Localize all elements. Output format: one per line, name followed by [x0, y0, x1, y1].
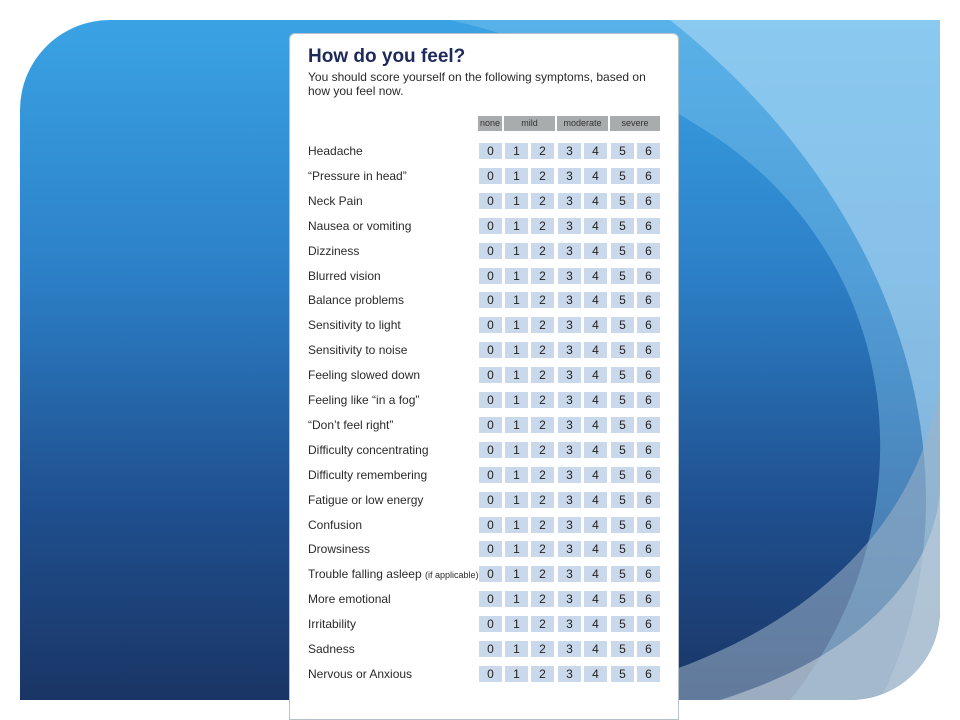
symptom-label: Blurred vision: [308, 268, 381, 283]
score-option[interactable]: 3: [558, 666, 581, 682]
score-option[interactable]: 2: [531, 417, 554, 433]
score-option[interactable]: 3: [558, 292, 581, 308]
score-option[interactable]: 0: [479, 342, 502, 358]
score-option[interactable]: 3: [558, 168, 581, 184]
score-option[interactable]: 4: [584, 666, 607, 682]
score-option[interactable]: 3: [558, 392, 581, 408]
symptom-label: “Pressure in head”: [308, 168, 407, 183]
score-option[interactable]: 3: [558, 367, 581, 383]
score-option[interactable]: 6: [637, 591, 660, 607]
score-option[interactable]: 1: [505, 342, 528, 358]
symptom-label: Difficulty remembering: [308, 467, 428, 482]
score-option[interactable]: 6: [637, 218, 660, 234]
score-option[interactable]: 3: [558, 517, 581, 533]
score-option[interactable]: 1: [505, 268, 528, 284]
scale-header-mild: mild: [504, 116, 555, 131]
score-option[interactable]: 2: [531, 342, 554, 358]
score-option[interactable]: 0: [479, 218, 502, 234]
score-option[interactable]: 2: [531, 168, 554, 184]
score-option[interactable]: 5: [611, 467, 634, 483]
symptom-label: Nausea or vomiting: [308, 218, 412, 233]
score-option[interactable]: 5: [611, 168, 634, 184]
score-option[interactable]: 0: [479, 467, 502, 483]
score-option[interactable]: 3: [558, 492, 581, 508]
score-option[interactable]: 1: [505, 243, 528, 259]
score-option[interactable]: 1: [505, 143, 528, 159]
scale-header-severe: severe: [610, 116, 660, 131]
score-option[interactable]: 0: [479, 666, 502, 682]
score-option[interactable]: 5: [611, 517, 634, 533]
score-option[interactable]: 2: [531, 467, 554, 483]
score-option[interactable]: 2: [531, 317, 554, 333]
symptom-label: Headache: [308, 144, 363, 158]
symptom-row: [290, 467, 680, 483]
score-option[interactable]: 4: [584, 292, 607, 308]
score-option[interactable]: 0: [479, 541, 502, 557]
score-option[interactable]: 5: [611, 591, 634, 607]
symptom-label: Neck Pain: [308, 193, 363, 208]
form-title: How do you feel?: [308, 46, 466, 67]
score-option[interactable]: 0: [479, 317, 502, 333]
score-option[interactable]: 5: [611, 292, 634, 308]
symptom-label: Nervous or Anxious: [308, 666, 413, 681]
score-option[interactable]: 3: [558, 193, 581, 209]
score-option[interactable]: 1: [505, 442, 528, 458]
score-option[interactable]: 4: [584, 243, 607, 259]
symptom-row: [290, 243, 680, 259]
symptom-row: [290, 417, 680, 433]
score-option[interactable]: 1: [505, 666, 528, 682]
score-option[interactable]: 6: [637, 367, 660, 383]
score-option[interactable]: 6: [637, 566, 660, 582]
score-option[interactable]: 6: [637, 641, 660, 657]
score-option[interactable]: 2: [531, 367, 554, 383]
score-option[interactable]: 6: [637, 492, 660, 508]
score-option[interactable]: 4: [584, 392, 607, 408]
score-option[interactable]: 4: [584, 517, 607, 533]
score-option[interactable]: 1: [505, 392, 528, 408]
symptom-row: [290, 367, 680, 383]
score-option[interactable]: 5: [611, 392, 634, 408]
score-option[interactable]: 3: [558, 243, 581, 259]
score-option[interactable]: 4: [584, 218, 607, 234]
score-option[interactable]: 0: [479, 517, 502, 533]
score-option[interactable]: 1: [505, 492, 528, 508]
symptom-row: [290, 292, 680, 308]
score-option[interactable]: 0: [479, 193, 502, 209]
score-option[interactable]: 0: [479, 492, 502, 508]
score-option[interactable]: 4: [584, 467, 607, 483]
score-option[interactable]: 3: [558, 467, 581, 483]
score-option[interactable]: 5: [611, 367, 634, 383]
score-option[interactable]: 1: [505, 417, 528, 433]
symptom-note: (if applicable): [424, 570, 479, 581]
score-option[interactable]: 0: [479, 566, 502, 582]
score-option[interactable]: 6: [637, 342, 660, 358]
score-option[interactable]: 2: [531, 268, 554, 284]
score-option[interactable]: 0: [479, 641, 502, 657]
score-option[interactable]: 6: [637, 243, 660, 259]
score-option[interactable]: 4: [584, 168, 607, 184]
score-option[interactable]: 2: [531, 517, 554, 533]
score-option[interactable]: 2: [531, 243, 554, 259]
score-option[interactable]: 5: [611, 541, 634, 557]
score-option[interactable]: 3: [558, 442, 581, 458]
symptom-row: [290, 168, 680, 184]
score-option[interactable]: 4: [584, 143, 607, 159]
form-instructions: You should score yourself on the following symptoms, based on how you feel now.: [308, 70, 646, 98]
symptom-row: [290, 392, 680, 408]
score-option[interactable]: 2: [531, 442, 554, 458]
score-option[interactable]: 2: [531, 193, 554, 209]
score-option[interactable]: 1: [505, 367, 528, 383]
symptom-row: [290, 492, 680, 508]
score-option[interactable]: 5: [611, 342, 634, 358]
score-option[interactable]: 0: [479, 367, 502, 383]
score-option[interactable]: 0: [479, 292, 502, 308]
score-option[interactable]: 4: [584, 367, 607, 383]
score-option[interactable]: 4: [584, 442, 607, 458]
score-option[interactable]: 3: [558, 417, 581, 433]
score-option[interactable]: 1: [505, 317, 528, 333]
score-option[interactable]: 4: [584, 541, 607, 557]
score-option[interactable]: 4: [584, 417, 607, 433]
score-option[interactable]: 6: [637, 541, 660, 557]
score-option[interactable]: 3: [558, 591, 581, 607]
symptom-label: Drowsiness: [308, 542, 371, 557]
symptom-label: Balance problems: [308, 293, 405, 308]
symptom-row: [290, 517, 680, 533]
score-option[interactable]: 1: [505, 641, 528, 657]
score-option[interactable]: 1: [505, 591, 528, 607]
score-option[interactable]: 4: [584, 641, 607, 657]
score-option[interactable]: 6: [637, 292, 660, 308]
score-option[interactable]: 6: [637, 467, 660, 483]
score-option[interactable]: 6: [637, 193, 660, 209]
score-option[interactable]: 3: [558, 268, 581, 284]
score-option[interactable]: 2: [531, 616, 554, 632]
symptom-row: [290, 641, 680, 657]
score-option[interactable]: 4: [584, 268, 607, 284]
symptom-row: [290, 541, 680, 557]
score-option[interactable]: 6: [637, 442, 660, 458]
score-option[interactable]: 0: [479, 417, 502, 433]
score-option[interactable]: 5: [611, 666, 634, 682]
scale-header-moderate: moderate: [557, 116, 608, 131]
symptom-label: Feeling slowed down: [308, 368, 421, 383]
score-option[interactable]: 3: [558, 641, 581, 657]
score-option[interactable]: 5: [611, 566, 634, 582]
score-option[interactable]: 4: [584, 193, 607, 209]
symptom-row: [290, 193, 680, 209]
symptom-row: [290, 143, 680, 159]
symptom-label: Irritability: [308, 617, 357, 632]
score-option[interactable]: 2: [531, 143, 554, 159]
score-option[interactable]: 5: [611, 143, 634, 159]
score-option[interactable]: 2: [531, 392, 554, 408]
symptom-row: [290, 591, 680, 607]
symptom-label: Sensitivity to noise: [308, 343, 408, 358]
score-option[interactable]: 5: [611, 193, 634, 209]
symptom-row: [290, 442, 680, 458]
score-option[interactable]: 5: [611, 243, 634, 259]
symptom-label: Difficulty concentrating: [308, 442, 429, 457]
symptom-label: Trouble falling asleep (if applicable): [308, 567, 479, 582]
score-option[interactable]: 1: [505, 616, 528, 632]
score-option[interactable]: 6: [637, 417, 660, 433]
score-option[interactable]: 1: [505, 193, 528, 209]
score-option[interactable]: 6: [637, 517, 660, 533]
score-option[interactable]: 0: [479, 616, 502, 632]
score-option[interactable]: 3: [558, 616, 581, 632]
score-option[interactable]: 3: [558, 541, 581, 557]
scale-header-none: none: [478, 116, 502, 131]
score-option[interactable]: 1: [505, 218, 528, 234]
score-option[interactable]: 4: [584, 591, 607, 607]
score-option[interactable]: 5: [611, 218, 634, 234]
score-option[interactable]: 0: [479, 243, 502, 259]
score-option[interactable]: 0: [479, 591, 502, 607]
score-option[interactable]: 1: [505, 566, 528, 582]
score-option[interactable]: 2: [531, 591, 554, 607]
score-option[interactable]: 1: [505, 168, 528, 184]
symptom-label: Fatigue or low energy: [308, 492, 424, 507]
score-option[interactable]: 2: [531, 641, 554, 657]
score-option[interactable]: 1: [505, 517, 528, 533]
score-option[interactable]: 4: [584, 566, 607, 582]
score-option[interactable]: 5: [611, 268, 634, 284]
score-option[interactable]: 4: [584, 492, 607, 508]
score-option[interactable]: 6: [637, 317, 660, 333]
score-option[interactable]: 2: [531, 541, 554, 557]
score-option[interactable]: 0: [479, 392, 502, 408]
score-option[interactable]: 0: [479, 168, 502, 184]
symptom-label: Sensitivity to light: [308, 318, 401, 333]
score-option[interactable]: 1: [505, 541, 528, 557]
symptom-label: “Don’t feel right”: [308, 417, 394, 432]
score-option[interactable]: 3: [558, 566, 581, 582]
score-option[interactable]: 4: [584, 317, 607, 333]
symptom-row: [290, 218, 680, 234]
symptom-label: Confusion: [308, 517, 363, 532]
score-option[interactable]: 5: [611, 492, 634, 508]
score-option[interactable]: 3: [558, 317, 581, 333]
score-option[interactable]: 6: [637, 392, 660, 408]
score-option[interactable]: 5: [611, 317, 634, 333]
score-option[interactable]: 0: [479, 442, 502, 458]
score-option[interactable]: 2: [531, 492, 554, 508]
score-option[interactable]: 5: [611, 417, 634, 433]
score-option[interactable]: 2: [531, 566, 554, 582]
score-option[interactable]: 0: [479, 268, 502, 284]
symptom-form: [289, 33, 679, 720]
symptom-row: [290, 566, 680, 582]
score-option[interactable]: 6: [637, 666, 660, 682]
score-option[interactable]: 6: [637, 168, 660, 184]
score-option[interactable]: 6: [637, 143, 660, 159]
symptom-row: [290, 342, 680, 358]
score-option[interactable]: 3: [558, 342, 581, 358]
score-option[interactable]: 5: [611, 616, 634, 632]
score-option[interactable]: 4: [584, 616, 607, 632]
score-option[interactable]: 2: [531, 292, 554, 308]
score-option[interactable]: 5: [611, 442, 634, 458]
symptom-label: Feeling like “in a fog”: [308, 393, 420, 407]
score-option[interactable]: 5: [611, 641, 634, 657]
score-option[interactable]: 1: [505, 467, 528, 483]
score-option[interactable]: 1: [505, 292, 528, 308]
symptom-label: Dizziness: [308, 243, 360, 258]
score-option[interactable]: 0: [479, 143, 502, 159]
symptom-label: Sadness: [308, 642, 355, 656]
symptom-row: [290, 268, 680, 284]
symptom-row: [290, 317, 680, 333]
score-option[interactable]: 2: [531, 218, 554, 234]
score-option[interactable]: 3: [558, 218, 581, 234]
symptom-label: More emotional: [308, 592, 391, 607]
score-option[interactable]: 6: [637, 268, 660, 284]
score-option[interactable]: 2: [531, 666, 554, 682]
symptom-row: [290, 616, 680, 632]
score-option[interactable]: 3: [558, 143, 581, 159]
symptom-row: [290, 666, 680, 682]
score-option[interactable]: 4: [584, 342, 607, 358]
score-option[interactable]: 6: [637, 616, 660, 632]
